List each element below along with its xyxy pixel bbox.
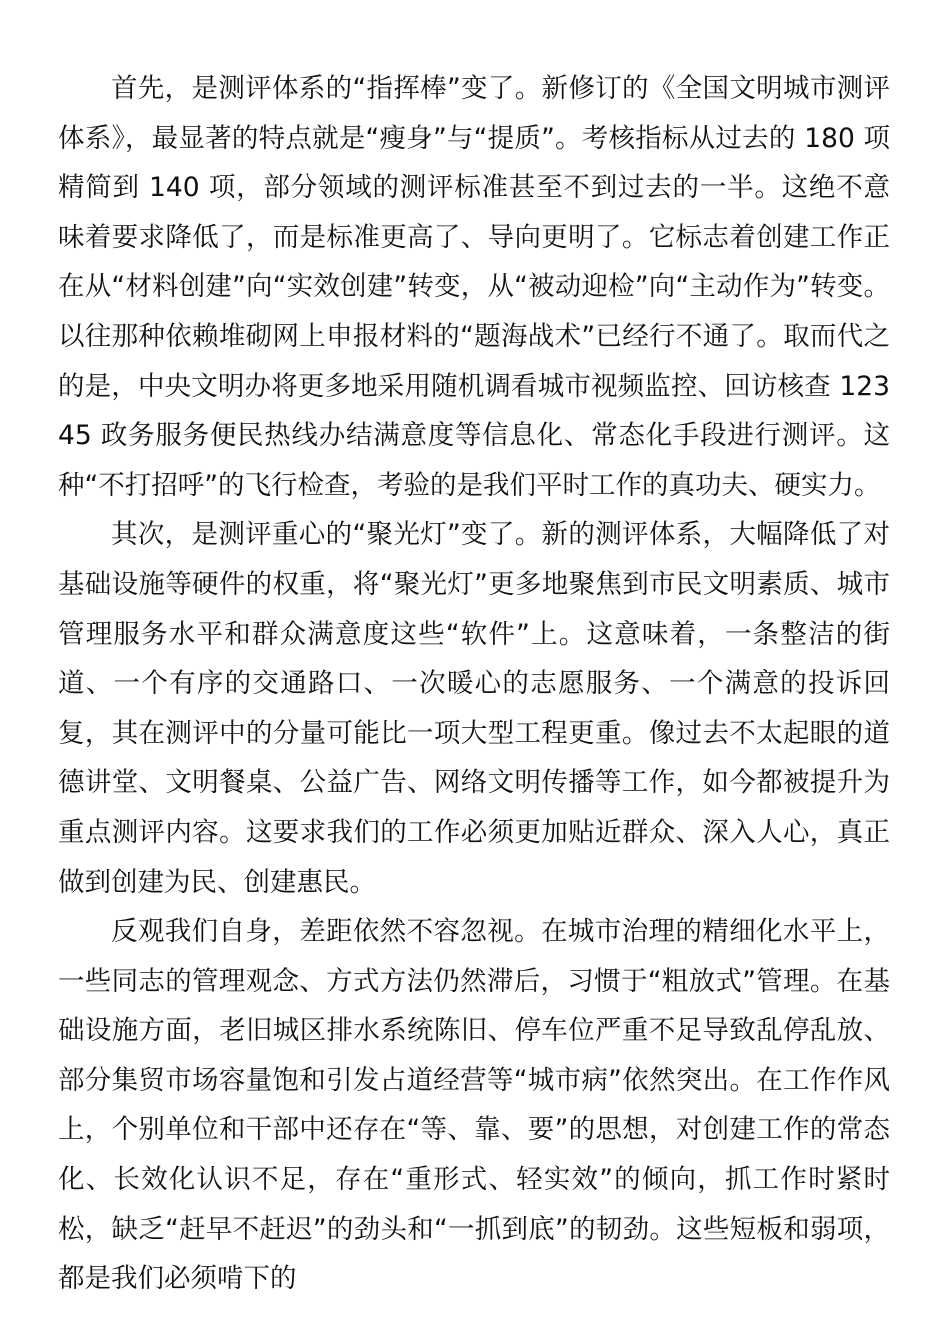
paragraph-3: 反观我们自身，差距依然不容忽视。在城市治理的精细化水平上，一些同志的管理观念、方式方法仍然滞后，习惯于“粗放式”管理。在基础设施方面，老旧城区排水系统陈旧、停车位严重不足导致乱停乱放、部分集贸市场容量饱和引发占道经营等“城市病”依然突出。在工作作风上，个别单位和干部中还存在“等、靠、要”的思想，对创建工作的常态化、长效化认识不足，存在“重形式、轻实效”的倾向，抓工作时紧时松，缺乏“赶早不赶迟”的劲头和“一抓到底”的韧劲。这些短板和弱项，都是我们必须啃下的 bbox=[58, 916, 890, 1295]
paragraph-1: 首先，是测评体系的“指挥棒”变了。新修订的《全国文明城市测评体系》，最显著的特点就是“瘦身”与“提质”。考核指标从过去的 180 项精简到 140 项，部分领域的测评标准甚至不到过去的一半。这绝不意味着要求降低了，而是标准更高了、导向更明了。它标志着创建工作正在从“材料创建”向“实效创建”转变，从“被动迎检”向“主动作为”转变。以往那种依赖堆砌网上申报材料的“题海战术”已经行不通了。取而代之的是，中央文明办将更多地采用随机调看城市视频监控、回访核查 12345 政务服务便民热线办结满意度等信息化、常态化手段进行测评。这种“不打招呼”的飞行检查，考验的是我们平时工作的真功夫、硬实力。 bbox=[58, 73, 890, 501]
paragraph-2: 其次，是测评重心的“聚光灯”变了。新的测评体系，大幅降低了对基础设施等硬件的权重，将“聚光灯”更多地聚焦到市民文明素质、城市管理服务水平和群众满意度这些“软件”上。这意味着，一条整洁的街道、一个有序的交通路口、一次暖心的志愿服务、一个满意的投诉回复，其在测评中的分量可能比一项大型工程更重。像过去不太起眼的道德讲堂、文明餐桌、公益广告、网络文明传播等工作，如今都被提升为重点测评内容。这要求我们的工作必须更加贴近群众、深入人心，真正做到创建为民、创建惠民。 bbox=[58, 519, 890, 898]
document-body bbox=[58, 64, 890, 1304]
